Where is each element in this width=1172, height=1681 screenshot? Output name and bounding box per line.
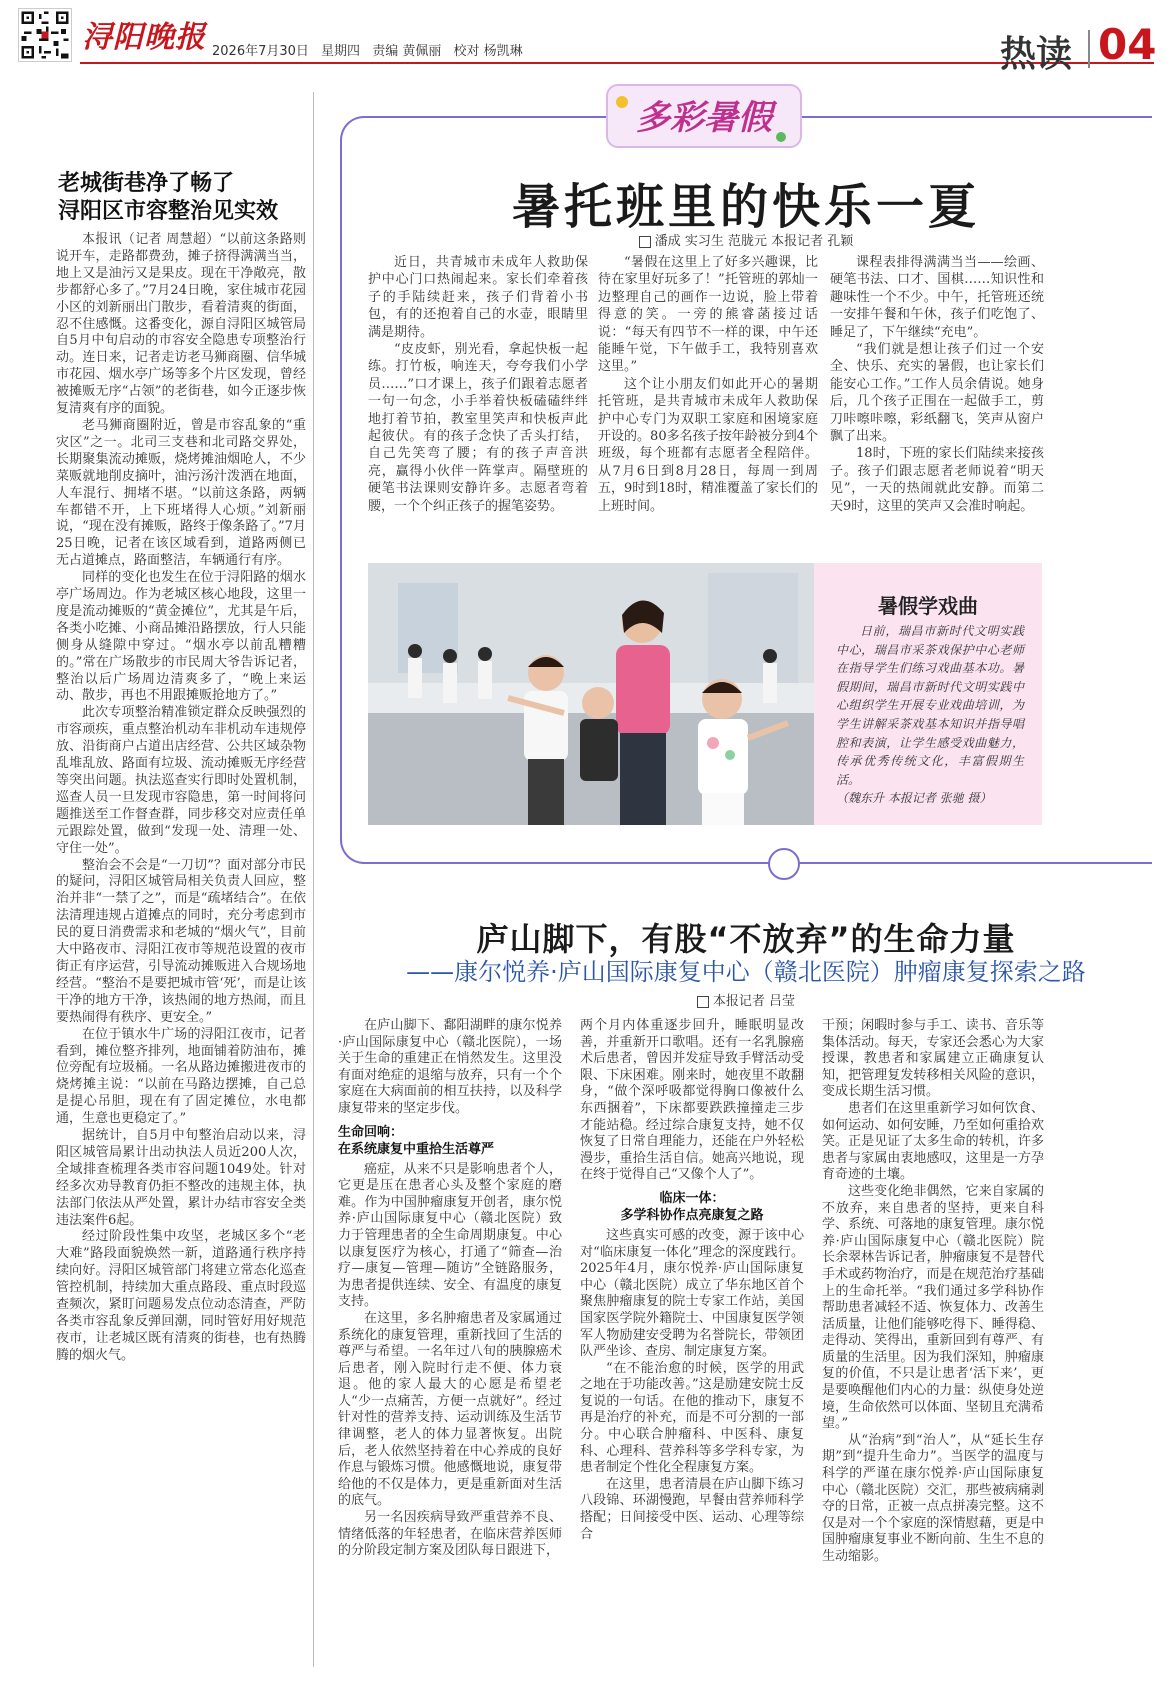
summer-badge-label: 多彩暑假	[636, 98, 772, 138]
left-title-line2: 浔阳区市容整治见实效	[58, 199, 279, 224]
paragraph: 这个让小朋友们如此开心的暑期托管班，是共青城市未成年人救助保护中心专门为双职工家庭和困境家庭开设的。80多名孩子按年龄被分到4个班级，每个班都有志愿者全程陪伴。从7月6日到8月28日，每周一到周五，9时到18时，精准覆盖了家长们的上班时间。	[598, 376, 818, 514]
paragraph: 同样的变化也发生在位于浔阳路的烟水亭广场周边。作为老城区核心地段，这里一度是流动摊贩的“黄金摊位”，尤其是午后，各类小吃摊、小商品摊沿路摆放，行人只能侧身从缝隙中穿过。“烟水亭以前乱糟糟的。”常在广场散步的市民周大爷告诉记者，整治以后广场周边清爽多了，“晚上来运动、散步，再也不用跟摊贩抢地方了。”	[56, 570, 306, 704]
paragraph: 这些真实可感的改变，源于该中心对“临床康复一体化”理念的深度践行。2025年4月，康尔悦养·庐山国际康复中心（赣北医院）成立了华东地区首个聚焦肿瘤康复的院士专家工作站，美国国家医学院外籍院士、中国康复医学领军人物励建安受聘为名誉院长，带领团队严坐诊、查房、制定康复方案。	[580, 1227, 804, 1360]
paragraph: “皮皮虾，别光看，拿起快板一起练。打竹板，响连天，夸夸我们小学员……”口才课上，孩子们跟着志愿者一句一句念，小手举着快板磕磕绊绊地打着节拍，教室里笑声和快板声此起彼伏。有的孩子念快了舌头打结，自己先笑弯了腰；有的孩子声音洪亮，赢得小伙伴一阵掌声。隔壁班的硬笔书法课则安静许多。志愿者弯着腰，一个个纠正孩子的握笔姿势。	[368, 342, 588, 514]
left-article-body	[56, 232, 306, 1365]
byline-box-icon	[697, 996, 709, 1008]
paragraph: 在位于镇水牛广场的浔阳江夜市，记者看到，摊位整齐排列，地面铺着防油布，摊位旁配有垃圾桶。一名从路边摊搬进夜市的烧烤摊主说：“以前在马路边摆摊，自己总是提心吊胆，现在有了固定摊位，水电都通，生意也更稳定了。”	[56, 1026, 306, 1127]
summer-byline	[340, 230, 1152, 249]
subheading-line2: 在系统康复中重拾生活尊严	[338, 1141, 495, 1157]
paragraph: 在这里，多名肿瘤患者及家属通过系统化的康复管理，重新找回了生活的尊严与希望。一名年过八旬的胰腺癌术后患者，刚入院时行走不便、体力衰退。他的家人最大的心愿是希望老人“少一点痛苦，方便一点就好”。经过针对性的营养支持、运动训练及生活节律调整，老人的体力显著恢复。出院后，老人依然坚持着在中心养成的良好作息与锻炼习惯。他感慨地说，康复带给他的不仅是体力，更是重新面对生活的底气。	[338, 1310, 562, 1509]
caption-title: 暑假学戏曲	[878, 594, 978, 618]
paragraph: 此次专项整治精准锁定群众反映强烈的市容顽疾，重点整治机动车非机动车违规停放、沿街商户占道出店经营、公共区域杂物乱堆乱放、路面有垃圾、流动摊贩无序经营等突出问题。执法巡查实行即时处置机制，巡查人员一旦发现市容隐患，第一时间将问题推送至工作督查群，同步移交对应责任单元跟踪处置，做到“发现一处、清理一处、守住一处”。	[56, 705, 306, 856]
health-column-1	[338, 1018, 562, 1560]
byline-box-icon	[639, 236, 651, 248]
section-divider	[1088, 30, 1090, 68]
paragraph: 这些变化绝非偶然，它来自家属的不放弃，来自患者的坚持，更来自科学、系统、可落地的康复管理。康尔悦养·庐山国际康复中心（赣北医院）院长余翠林告诉记者，肿瘤康复不是替代手术或药物治疗，而是在规范治疗基础上的生命托举。“我们通过多学科协作帮助患者减轻不适、恢复体力、改善生活质量，让他们能够吃得下、睡得稳、走得动、笑得出，重新回到有尊严、有质量的生活里。因为我们深知，肿瘤康复的价值，不只是让患者‘活下来’，更是要唤醒他们内心的力量：纵使身处逆境，生命依然可以体面、坚韧且充满希望。”	[822, 1183, 1044, 1432]
subheading-line1: 临床一体：	[659, 1190, 725, 1206]
paragraph: 据统计，自5月中旬整治启动以来，浔阳区城管局累计出动执法人员近200人次，全域排查梳理各类市容问题1049处。针对经多次劝导教育仍拒不整改的违规主体，执法部门依法从严处置，累计办结市容安全类违法案件6起。	[56, 1128, 306, 1228]
paragraph: 两个月内体重逐步回升，睡眠明显改善，并重新开口歌唱。还有一名乳腺癌术后患者，曾因并发症导致手臂活动受限、下床困难。刚来时，她夜里不敢翻身，“做个深呼吸都觉得胸口像被什么东西捆着”，下床都要跌跌撞撞走三步才能站稳。经过综合康复支持，她不仅恢复了日常自理能力，还能在户外轻松漫步，重拾生活自信。她高兴地说，现在终于觉得自己“又像个人了”。	[580, 1018, 804, 1183]
opera-class-photo	[368, 563, 814, 825]
paragraph: “暑假在这里上了好多兴趣课，比待在家里好玩多了！”托管班的郭灿一边整理自己的画作一边说，脸上带着得意的笑。一旁的熊睿菡接过话说：“每天有四节不一样的课，中午还能睡午觉，下午做手工，我特别喜欢这里。”	[598, 255, 818, 375]
section-name: 热读	[1000, 34, 1073, 75]
subheading-line1: 生命回响：	[338, 1124, 404, 1140]
issue-info	[212, 40, 531, 59]
health-column-3	[822, 1018, 1044, 1566]
header-rule	[80, 62, 1154, 64]
paragraph: 癌症，从来不只是影响患者个人，它更是压在患者心头及整个家庭的磨难。作为中国肿瘤康复开创者，康尔悦养·庐山国际康复中心（赣北医院）致力于管理患者的全生命周期康复。中心以康复医疗为核心，打通了“筛查—治疗—康复—管理—随访”全链路服务，为患者提供连续、安全、有温度的康复支持。	[338, 1161, 562, 1310]
editor-credit: 责编 黄佩丽	[372, 44, 442, 59]
issue-weekday: 星期四	[321, 44, 361, 59]
proofreader-credit: 校对 杨凯琳	[453, 44, 523, 59]
paragraph: 18时，下班的家长们陆续来接孩子。孩子们跟志愿者老师说着“明天见”，一天的热闹就此安静。而第二天9时，这里的笑声又会准时响起。	[830, 446, 1044, 514]
paragraph: 近日，共青城市未成年人救助保护中心门口热闹起来。家长们牵着孩子的手陆续赶来，孩子们背着小书包，有的还抱着自己的水壶，眼睛里满是期待。	[368, 255, 588, 340]
summer-byline-text: 潘成 实习生 范胧元 本报记者 孔颖	[654, 234, 854, 249]
paragraph: 经过阶段性集中攻坚，老城区多个“老大难”路段面貌焕然一新，道路通行秩序持续向好。浔阳区城管部门将建立常态化巡查管控机制，持续加大重点路段、重点时段巡查频次，紧盯问题易发点位动态清查，严防各类市容乱象反弹回潮，同时管好用好规范夜市，让老城区既有清爽的街巷，也有热腾腾的烟火气。	[56, 1229, 306, 1363]
subheading	[338, 1124, 562, 1158]
qr-code-icon	[18, 8, 72, 62]
left-article-title	[58, 170, 298, 226]
paragraph: 患者们在这里重新学习如何饮食、如何运动、如何安睡，乃至如何重拾欢笑。正是见证了太多生命的转机，许多患者与家属由衷地感叹，这里是一方孕育奇迹的土壤。	[822, 1100, 1044, 1183]
paragraph: 本报讯（记者 周慧超）“以前这条路则说开车，走路都费劲，摊子挤得满满当当，地上又是油污又是果皮。现在干净敞亮，散步都舒心多了。”7月24日晚，家住城市花园小区的刘新丽出门散步，看着清爽的街面，忍不住感慨。这番变化，源自浔阳区城管局自5月中旬启动的市容安全隐患专项整治行动。连日来，记者走访老马狮商圈、信华城市花园、烟水亭广场等多个片区发现，曾经被摊贩无序“占领”的老街巷，如今正逐步恢复清爽有序的面貌。	[56, 232, 306, 417]
left-title-line1: 老城街巷净了畅了	[58, 171, 235, 196]
paragraph: 从“治病”到“治人”，从“延长生存期”到“提升生命力”。当医学的温度与科学的严谨在康尔悦养·庐山国际康复中心（赣北医院）交汇，那些被病痛剥夺的日常，正被一点点拼凑完整。这不仅是对一个个家庭的深情慰藉，更是中国肿瘤康复事业不断向前、生生不息的生动缩影。	[822, 1432, 1044, 1564]
paragraph: 整治会不会是“一刀切”？面对部分市民的疑问，浔阳区城管局相关负责人回应，整治并非“一禁了之”，而是“疏堵结合”。在依法清理违规占道摊点的同时，充分考虑到市民的夏日消费需求和老城的“烟火气”，目前大中路夜市、浔阳江夜市等规范设置的夜市街正有序运营，引导流动摊贩进入合规场地经营。“整治不是要把城市管‘死’，而是让该干净的地方干净，该热闹的地方热闹，而且要热闹得有秩序、更安全。”	[56, 857, 306, 1025]
paragraph: 干预；闲暇时参与手工、读书、音乐等集体活动。每天，专家还会悉心为大家授课，教患者和家属建立正确康复认知，把管理复发转移相关风险的意识，变成长期生活习惯。	[822, 1018, 1044, 1100]
column-divider	[313, 92, 314, 1667]
frame-ring-ornament	[768, 848, 800, 880]
summer-article-title: 暑托班里的快乐一夏	[511, 179, 980, 235]
paragraph: 在庐山脚下、鄱阳湖畔的康尔悦养·庐山国际康复中心（赣北医院），一场关于生命的重建正在悄然发生。这里没有面对绝症的退缩与放弃，只有一个个家庭在大病面前的相互扶持，以及科学康复带来的坚定步伐。	[338, 1018, 562, 1116]
paragraph: “在不能治愈的时候，医学的用武之地在于功能改善。”这是励建安院士反复说的一句话。在他的推动下，康复不再是治疗的补充，而是不可分割的一部分。中心联合肿瘤科、中医科、康复科、心理科、营养科等多学科专家，为患者制定个性化全程康复方案。	[580, 1360, 804, 1476]
health-column-2	[580, 1018, 804, 1543]
paragraph: “我们就是想让孩子们过一个安全、快乐、充实的暑假，也让家长们能安心工作。”工作人员余倩说。她身后，几个孩子正围在一起做手工，剪刀咔嚓咔嚓，彩纸翻飞，笑声从窗户飘了出来。	[830, 342, 1044, 445]
health-byline	[340, 990, 1152, 1009]
summer-column-1	[368, 254, 588, 515]
summer-column-3	[830, 254, 1044, 515]
caption-credit: （魏东升 本报记者 张驰 摄）	[836, 791, 992, 806]
paragraph: 另一名因疾病导致严重营养不良、情绪低落的年轻患者，在临床营养医师的分阶段定制方案及团队每日跟进下，	[338, 1510, 562, 1559]
paragraph: 课程表排得满满当当——绘画、硬笔书法、口才、国棋……知识性和趣味性一个不少。中午，托管班还统一安排午餐和午休，孩子们吃饱了、睡足了，下午继续“充电”。	[830, 255, 1044, 340]
subheading	[580, 1190, 804, 1224]
caption-body	[836, 622, 1024, 808]
newspaper-masthead: 浔阳晚报	[82, 20, 206, 55]
page-number: 04	[1098, 20, 1157, 69]
health-article-title: 庐山脚下，有股“不放弃”的生命力量	[476, 920, 1016, 958]
subheading-line2: 多学科协作点亮康复之路	[620, 1207, 764, 1223]
paragraph: 老马狮商圈附近，曾是市容乱象的“重灾区”之一。北司三支巷和北司路交界处，长期聚集流动摊贩，烧烤摊油烟呛人，不少菜贩就地削皮摘叶，油污汤汁泼洒在地面，人车混行、拥堵不堪。“以前这条路，两辆车都错不开，上下班堵得人心烦。”刘新丽说，“现在没有摊贩，路终于像条路了。”7月25日晚，记者在该区域看到，道路两侧已无占道摊点，路面整洁，车辆通行有序。	[56, 417, 306, 569]
caption-text: 日前，瑞昌市新时代文明实践中心，瑞昌市采茶戏保护中心老师在指导学生们练习戏曲基本功。暑假期间，瑞昌市新时代文明实践中心组织学生开展专业戏曲培训，为学生讲解采茶戏基本知识并指导唱腔和表演，让学生感受戏曲魅力，传承优秀传统文化，丰富假期生活。	[836, 624, 1024, 787]
issue-date: 2026年7月30日	[212, 44, 309, 59]
health-article-subtitle: ——康尔悦养·庐山国际康复中心（赣北医院）肿瘤康复探索之路	[406, 958, 1086, 986]
summer-column-2	[598, 254, 818, 515]
health-byline-text: 本报记者 吕莹	[712, 994, 796, 1009]
paragraph: 在这里，患者清晨在庐山脚下练习八段锦、环湖慢跑，早餐由营养师科学搭配；日间接受中医、运动、心理等综合	[580, 1476, 804, 1542]
